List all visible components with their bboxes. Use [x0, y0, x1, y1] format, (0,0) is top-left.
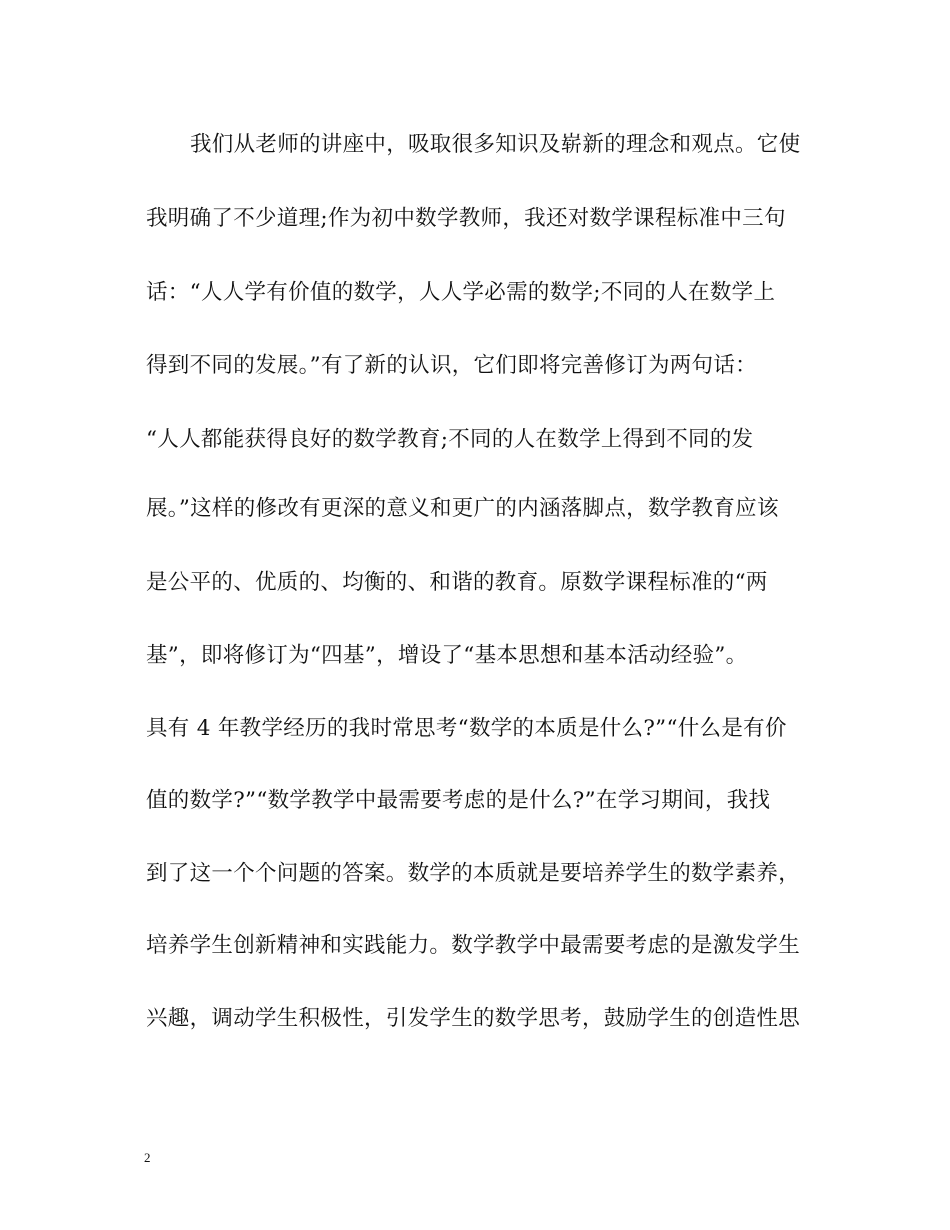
- paragraph-line-1: 我们从老师的讲座中，吸取很多知识及崭新的理念和观点。它使: [190, 132, 801, 157]
- paragraph-line-9: 具有 4 年教学经历的我时常思考“数学的本质是什么?”“什么是有价: [146, 716, 787, 741]
- paragraph-line-2: 我明确了不少道理;作为初中数学教师，我还对数学课程标准中三句: [146, 206, 786, 231]
- paragraph-line-6: 展。”这样的修改有更深的意义和更广的内涵落脚点，数学教育应该: [146, 496, 779, 521]
- paragraph-line-12: 培养学生创新精神和实践能力。数学教学中最需要考虑的是激发学生: [146, 933, 801, 958]
- paragraph-line-10: 值的数学?”“数学教学中最需要考虑的是什么?”在学习期间，我找: [146, 788, 771, 813]
- paragraph-line-11: 到了这一个个问题的答案。数学的本质就是要培养学生的数学素养，: [146, 861, 801, 886]
- paragraph-line-3: 话：“人人学有价值的数学，人人学必需的数学;不同的人在数学上: [146, 280, 776, 305]
- paragraph-line-5: “人人都能获得良好的数学教育;不同的人在数学上得到不同的发: [146, 427, 754, 452]
- paragraph-line-13: 兴趣，调动学生积极性，引发学生的数学思考，鼓励学生的创造性思: [146, 1006, 801, 1031]
- paragraph-line-4: 得到不同的发展。”有了新的认识，它们即将完善修订为两句话：: [146, 353, 757, 378]
- paragraph-line-7: 是公平的、优质的、均衡的、和谐的教育。原数学课程标准的“两: [146, 570, 768, 595]
- paragraph-line-8: 基”，即将修订为“四基”，增设了“基本思想和基本活动经验”。: [146, 643, 748, 668]
- page-number: 2: [144, 1150, 151, 1165]
